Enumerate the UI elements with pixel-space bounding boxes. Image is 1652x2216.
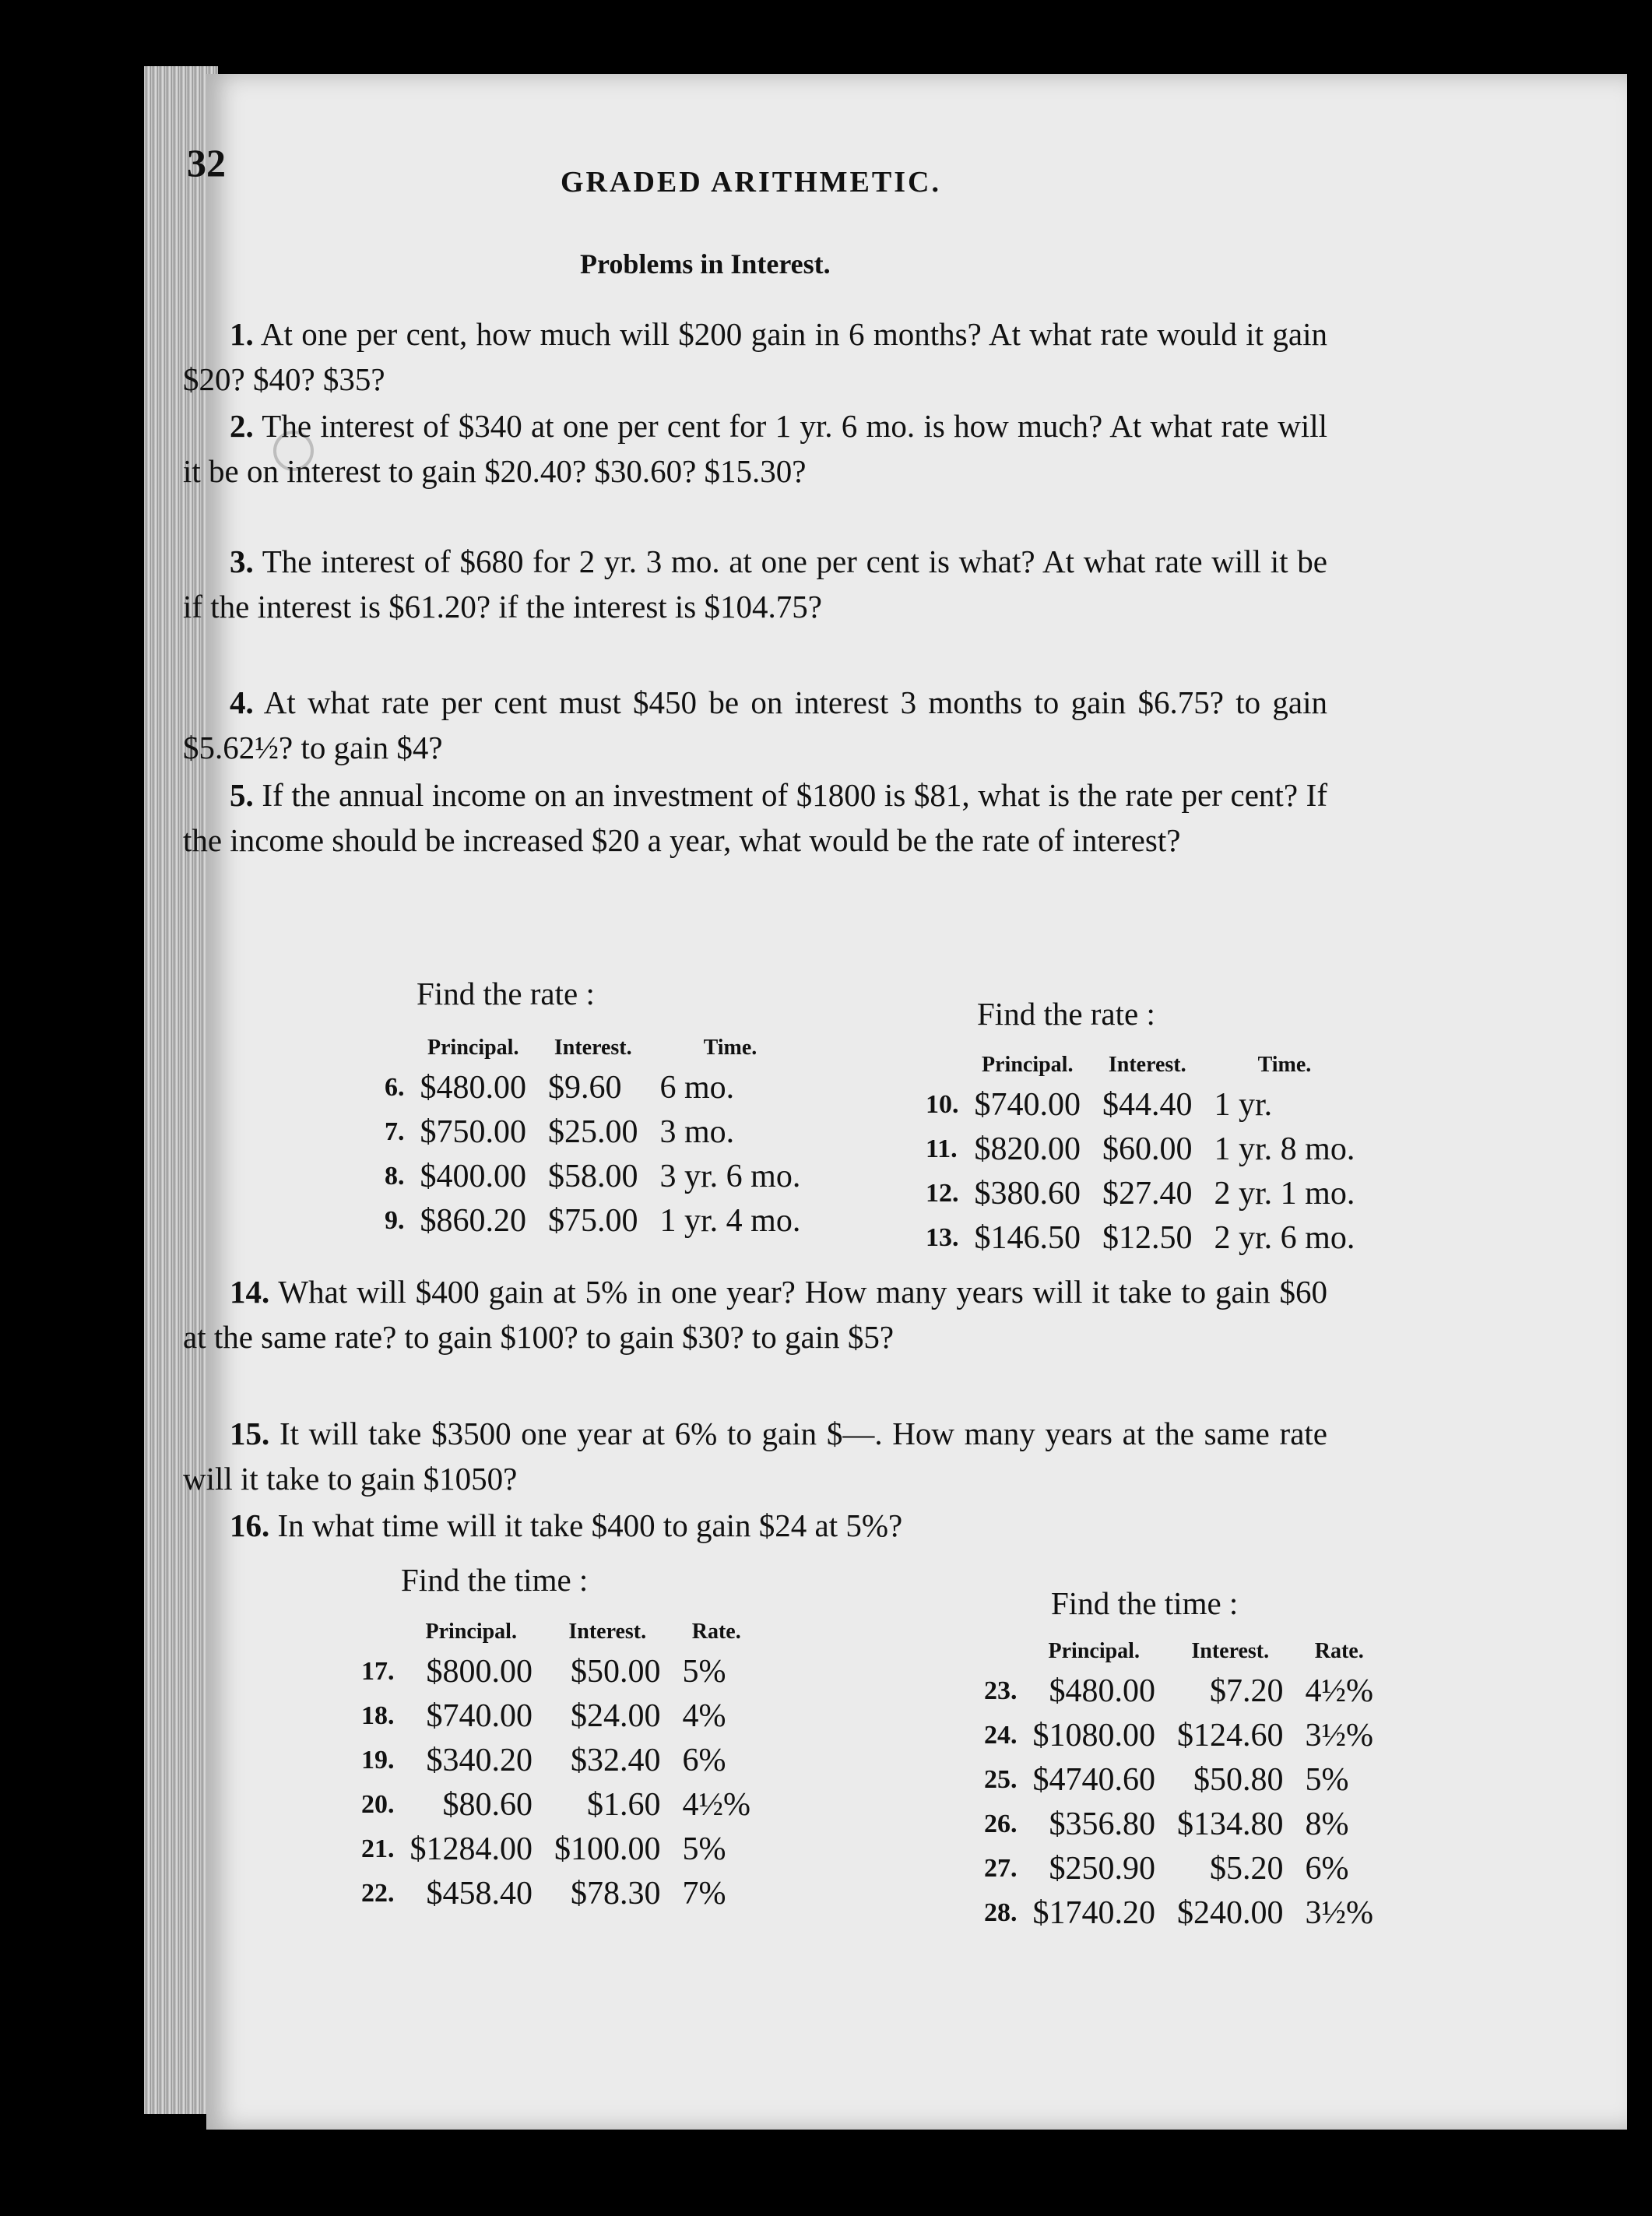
find-time-label-right: Find the time : [1051,1585,1239,1621]
interest-cell: $7.20 [1210,1673,1284,1709]
find-rate-label-right: Find the rate : [977,996,1155,1032]
problem-number: 18. [361,1701,395,1730]
problem-number: 17. [361,1656,395,1686]
problem-number: 26. [984,1809,1018,1838]
column-header: Principal. [425,1620,517,1644]
rate-cell: 5% [682,1831,726,1867]
table-row [915,1215,1366,1260]
interest-cell: $1.60 [587,1786,661,1823]
problem-text: The interest of $340 at one per cent for 1 yr. 6 mo. is how much? At what rate will it be on interest to gain $20.40? $30.60? $15.30? [183,408,1327,489]
principal-cell: $800.00 [426,1653,533,1690]
interest-cell: $27.40 [1102,1175,1193,1212]
table-row [973,1713,1384,1757]
problem-5 [183,772,1327,863]
page-number: 32 [187,141,226,185]
time-cell: 1 yr. 4 mo. [659,1202,801,1239]
principal-cell: $1080.00 [1032,1717,1155,1753]
find-rate-label-left: Find the rate : [417,976,595,1011]
principal-cell: $80.60 [442,1786,533,1823]
time-cell: 2 yr. 1 mo. [1214,1175,1355,1212]
column-header: Interest. [1108,1053,1186,1077]
problem-text: At what rate per cent must $450 be on interest 3 months to gain $6.75? to gain $5.62½? to gain $4? [183,684,1327,765]
interest-cell: $9.60 [548,1069,622,1106]
problem-number: 8. [385,1161,405,1191]
principal-cell: $820.00 [974,1131,1081,1167]
problem-number: 10. [926,1089,959,1119]
problem-number: 2. [230,408,254,444]
section-title: Problems in Interest. [580,248,831,280]
table-row [350,1782,761,1827]
table-row [350,1649,761,1694]
principal-cell: $4740.60 [1032,1761,1155,1798]
rate-table-left [374,1036,811,1243]
table-row [374,1198,811,1243]
rate-cell: 7% [682,1875,726,1912]
rate-cell: 5% [682,1653,726,1690]
principal-cell: $340.20 [426,1742,533,1778]
table-row [973,1846,1384,1891]
problem-number: 14. [230,1274,270,1310]
principal-cell: $146.50 [974,1219,1081,1256]
principal-cell: $250.90 [1049,1850,1155,1887]
column-header: Time. [703,1036,757,1060]
table-row [973,1802,1384,1846]
problem-number: 5. [230,777,254,813]
interest-cell: $24.00 [571,1697,661,1734]
table-row [350,1827,761,1871]
interest-cell: $5.20 [1210,1850,1284,1887]
rate-table-right [915,1053,1366,1260]
rate-cell: 6% [1305,1850,1349,1887]
interest-cell: $44.40 [1102,1086,1193,1123]
problem-16 [183,1503,1327,1548]
problem-text: In what time will it take $400 to gain $24 at 5%? [277,1507,903,1543]
problem-number: 11. [926,1134,958,1163]
rate-cell: 5% [1305,1761,1349,1798]
problem-number: 23. [984,1676,1018,1705]
table-header-row [973,1639,1384,1669]
principal-cell: $400.00 [420,1158,526,1194]
problem-number: 25. [984,1764,1018,1794]
problem-text: It will take $3500 one year at 6% to gain $—. How many years at the same rate will it take to gain $1050? [183,1416,1327,1497]
interest-cell: $50.00 [571,1653,661,1690]
table-header-row [915,1053,1366,1082]
time-cell: 3 yr. 6 mo. [659,1158,801,1194]
principal-cell: $356.80 [1049,1806,1155,1842]
time-table-left [350,1620,761,1915]
table-row [374,1110,811,1154]
interest-cell: $240.00 [1177,1894,1284,1931]
problem-number: 20. [361,1789,395,1819]
interest-cell: $25.00 [548,1113,638,1150]
principal-cell: $860.20 [420,1202,526,1239]
time-cell: 1 yr. 8 mo. [1214,1131,1355,1167]
problem-number: 3. [230,543,254,579]
problem-number: 22. [361,1878,395,1908]
problem-number: 27. [984,1853,1018,1883]
problem-number: 4. [230,684,254,720]
problem-number: 12. [926,1178,959,1208]
problem-15 [183,1411,1327,1501]
problem-number: 13. [926,1222,959,1252]
interest-cell: $32.40 [571,1742,661,1778]
interest-cell: $134.80 [1177,1806,1284,1842]
interest-cell: $60.00 [1102,1131,1193,1167]
interest-cell: $50.80 [1193,1761,1284,1798]
time-cell: 2 yr. 6 mo. [1214,1219,1355,1256]
column-header: Principal. [982,1053,1074,1077]
problem-text: What will $400 gain at 5% in one year? How many years will it take to gain $60 at the same rate? to gain $100? to gain $30? to gain $5? [183,1274,1327,1355]
principal-cell: $480.00 [420,1069,526,1106]
problem-14 [183,1269,1327,1359]
column-header: Rate. [1314,1639,1364,1663]
table-row [915,1082,1366,1127]
problem-text: The interest of $680 for 2 yr. 3 mo. at one per cent is what? At what rate will it be if the interest is $61.20? if the interest is $104.75? [183,543,1328,624]
problem-number: 16. [230,1507,270,1543]
table-row [374,1154,811,1198]
principal-cell: $458.40 [426,1875,533,1912]
column-header: Rate. [691,1620,741,1644]
table-row [973,1757,1384,1802]
principal-cell: $750.00 [420,1113,526,1150]
problem-number: 28. [984,1898,1018,1927]
table-row [350,1738,761,1782]
problem-number: 15. [230,1416,270,1451]
problem-text: At one per cent, how much will $200 gain in 6 months? At what rate would it gain $20? $40? $35? [183,316,1327,397]
find-time-label-left: Find the time : [401,1562,589,1598]
column-header: Interest. [1191,1639,1270,1663]
table-row [915,1127,1366,1171]
interest-cell: $58.00 [548,1158,638,1194]
rate-cell: 3½% [1305,1894,1373,1931]
interest-cell: $12.50 [1102,1219,1193,1256]
problem-text: If the annual income on an investment of $1800 is $81, what is the rate per cent? If the income should be increased $20 a year, what would be the rate of interest? [183,777,1327,858]
interest-cell: $75.00 [548,1202,638,1239]
table-header-row [350,1620,761,1649]
interest-cell: $124.60 [1177,1717,1284,1753]
problem-number: 21. [361,1834,395,1863]
problem-number: 24. [984,1720,1018,1750]
rate-cell: 3½% [1305,1717,1373,1753]
rate-cell: 4% [682,1697,726,1734]
problem-number: 6. [385,1072,405,1102]
rate-cell: 4½% [1305,1673,1373,1709]
table-row [973,1669,1384,1713]
time-table-right [973,1639,1384,1935]
rate-cell: 6% [682,1742,726,1778]
principal-cell: $480.00 [1049,1673,1155,1709]
problem-number: 7. [385,1117,405,1146]
problem-number: 1. [230,316,254,352]
principal-cell: $1740.20 [1032,1894,1155,1931]
column-header: Principal. [427,1036,519,1060]
problem-number: 9. [385,1205,405,1235]
problem-2 [183,403,1327,494]
problem-1 [183,311,1327,402]
column-header: Interest. [568,1620,647,1644]
time-cell: 3 mo. [659,1113,735,1150]
principal-cell: $1284.00 [409,1831,533,1867]
table-row [915,1171,1366,1215]
problem-3 [183,539,1327,629]
principal-cell: $740.00 [974,1086,1081,1123]
table-row [973,1891,1384,1935]
interest-cell: $78.30 [571,1875,661,1912]
table-row [350,1871,761,1915]
time-cell: 1 yr. [1214,1086,1273,1123]
principal-cell: $740.00 [426,1697,533,1734]
column-header: Time. [1257,1053,1312,1077]
column-header: Principal. [1048,1639,1140,1663]
principal-cell: $380.60 [974,1175,1081,1212]
column-header: Interest. [554,1036,632,1060]
time-cell: 6 mo. [659,1069,735,1106]
rate-cell: 8% [1305,1806,1349,1842]
rate-cell: 4½% [682,1786,750,1823]
table-row [374,1065,811,1110]
problem-number: 19. [361,1745,395,1775]
problem-4 [183,680,1327,770]
table-header-row [374,1036,811,1065]
running-head: GRADED ARITHMETIC. [561,166,941,199]
interest-cell: $100.00 [554,1831,661,1867]
table-row [350,1694,761,1738]
